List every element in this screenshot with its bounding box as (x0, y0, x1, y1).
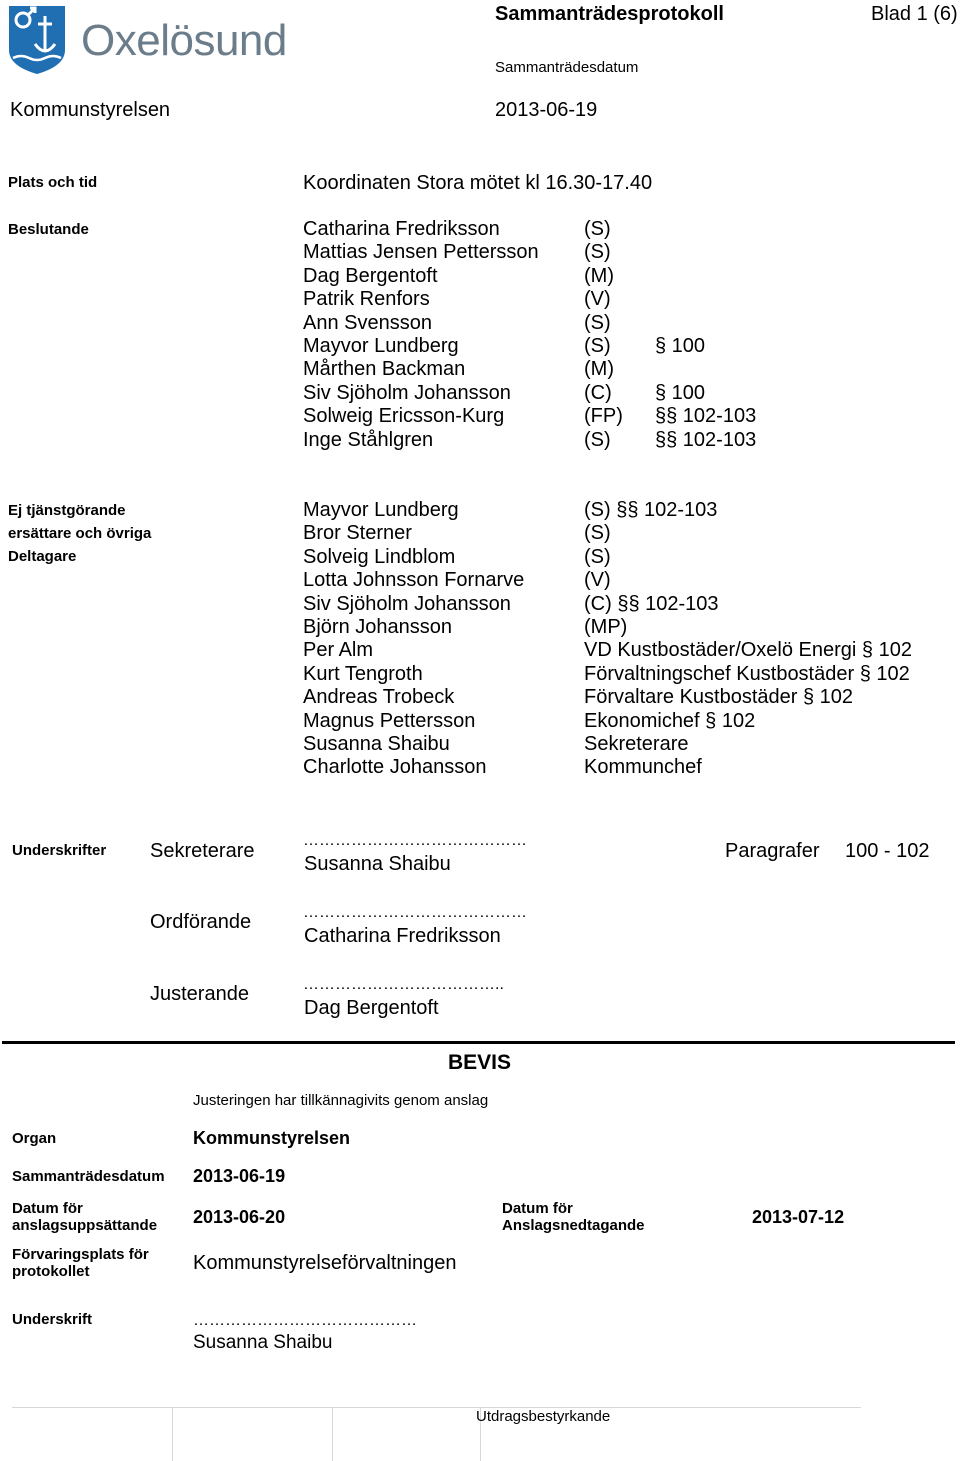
member-name: Mayvor Lundberg (303, 335, 459, 357)
signature-label: Underskrift (12, 1311, 93, 1328)
posting-date-label-2: anslagsuppsättande (12, 1217, 158, 1234)
place-label: Plats och tid (8, 174, 98, 191)
participant-role: (MP) (584, 616, 628, 638)
member-party: (M) (584, 358, 614, 381)
logo-text: Oxelösund (81, 16, 287, 65)
divider (2, 1041, 955, 1044)
paragraphs-label: Paragrafer (725, 840, 820, 862)
participant-role: Ekonomichef § 102 (584, 709, 756, 732)
member-name: Ann Svensson (303, 311, 432, 334)
adjuster-role: Justerande (150, 983, 249, 1005)
extract-certification-label: Utdragsbestyrkande (476, 1408, 611, 1425)
bevis-title: BEVIS (448, 1051, 512, 1074)
member-section: §§ 102-103 (655, 428, 757, 451)
adjuster-signature-line: ……………………………….. (303, 976, 504, 993)
storage-label-1: Förvaringsplats för (12, 1246, 149, 1263)
document-title: Sammanträdesprotokoll (495, 3, 724, 25)
member-party: (S) (584, 335, 611, 357)
member-party: (V) (584, 288, 611, 311)
posting-date-value: 2013-06-20 (193, 1207, 286, 1227)
meeting-date: 2013-06-19 (495, 99, 598, 121)
participant-name: Magnus Pettersson (303, 709, 476, 732)
participant-role: (C) §§ 102-103 (584, 592, 719, 615)
others-label-line-1: Ej tjänstgörande (8, 502, 126, 519)
participant-role: (S) (584, 522, 611, 545)
secretary-role: Sekreterare (150, 840, 255, 862)
participant-name: Mayvor Lundberg (303, 499, 459, 521)
secretary-signature-line: …………………………………… (303, 832, 527, 849)
participant-name: Björn Johansson (303, 616, 452, 638)
member-party: (M) (584, 264, 614, 287)
participant-role: Förvaltare Kustbostäder § 102 (584, 686, 854, 709)
member-party: (FP) (584, 405, 623, 428)
participant-name: Per Alm (303, 639, 374, 662)
member-party: (S) (584, 218, 611, 240)
secretary-name: Susanna Shaibu (304, 853, 451, 875)
oxelosund-crest-icon (7, 4, 67, 76)
participant-role: VD Kustbostäder/Oxelö Energi § 102 (584, 639, 912, 662)
member-name: Inge Ståhlgren (303, 428, 434, 451)
participant-name: Kurt Tengroth (303, 662, 423, 685)
member-party: (S) (584, 311, 611, 334)
member-name: Siv Sjöholm Johansson (303, 381, 511, 404)
chair-name: Catharina Fredriksson (304, 925, 501, 947)
others-label-line-3: Deltagare (8, 548, 77, 565)
member-name: Mårthen Backman (303, 358, 466, 381)
bevis-subtitle: Justeringen har tillkännagivits genom anslag (193, 1092, 489, 1109)
member-party: (S) (584, 428, 611, 451)
participant-name: Bror Sterner (303, 522, 412, 545)
participant-name: Solveig Lindblom (303, 545, 456, 568)
participant-name: Andreas Trobeck (303, 686, 455, 709)
member-name: Solweig Ericsson-Kurg (303, 405, 505, 428)
removal-date-label-1: Datum för (502, 1200, 573, 1217)
member-party: (C) (584, 381, 612, 404)
member-party: (S) (584, 241, 611, 264)
participant-role: (V) (584, 569, 611, 592)
chair-role: Ordförande (150, 911, 252, 933)
member-section: § 100 (655, 335, 706, 357)
organ-label: Organ (12, 1130, 57, 1147)
member-name: Catharina Fredriksson (303, 218, 500, 240)
member-name: Mattias Jensen Pettersson (303, 241, 539, 264)
committee-name: Kommunstyrelsen (10, 99, 171, 121)
others-label-line-2: ersättare och övriga (8, 525, 152, 542)
participant-role: Förvaltningschef Kustbostäder § 102 (584, 662, 910, 685)
meeting-date-label-bevis: Sammanträdesdatum (12, 1168, 165, 1185)
participant-role: (S) §§ 102-103 (584, 499, 718, 521)
storage-label-2: protokollet (12, 1263, 90, 1280)
storage-value: Kommunstyrelseförvaltningen (193, 1252, 457, 1274)
participant-name: Charlotte Johansson (303, 756, 487, 779)
decision-makers-label: Beslutande (8, 221, 89, 238)
member-section: §§ 102-103 (655, 405, 757, 428)
participant-name: Siv Sjöholm Johansson (303, 592, 511, 615)
member-name: Patrik Renfors (303, 288, 430, 311)
logo (7, 4, 337, 76)
meeting-date-label: Sammanträdesdatum (495, 59, 639, 76)
posting-date-label-1: Datum för (12, 1200, 83, 1217)
participant-name: Susanna Shaibu (303, 733, 450, 755)
member-section: § 100 (655, 381, 706, 404)
removal-date-label-2: Anslagsnedtagande (502, 1217, 645, 1234)
participant-role: Kommunchef (584, 756, 702, 779)
removal-date-value: 2013-07-12 (752, 1207, 845, 1227)
footer-divider-1 (172, 1408, 173, 1461)
meeting-date-value-bevis: 2013-06-19 (193, 1166, 286, 1186)
adjuster-name: Dag Bergentoft (304, 997, 439, 1019)
participant-name: Lotta Johnsson Fornarve (303, 569, 525, 592)
organ-value: Kommunstyrelsen (193, 1128, 351, 1148)
signature-line: …………………………………… (193, 1312, 417, 1329)
member-name: Dag Bergentoft (303, 264, 438, 287)
participant-role: Sekreterare (584, 733, 689, 755)
footer-divider-2 (332, 1408, 333, 1461)
footer-rule (12, 1407, 861, 1408)
place-value: Koordinaten Stora mötet kl 16.30-17.40 (303, 172, 653, 194)
page-number: Blad 1 (6) (871, 3, 958, 25)
participant-role: (S) (584, 545, 611, 568)
chair-signature-line: …………………………………… (303, 904, 527, 921)
signature-name: Susanna Shaibu (193, 1332, 333, 1353)
paragraphs-value: 100 - 102 (845, 840, 930, 862)
signatures-label: Underskrifter (12, 842, 107, 859)
